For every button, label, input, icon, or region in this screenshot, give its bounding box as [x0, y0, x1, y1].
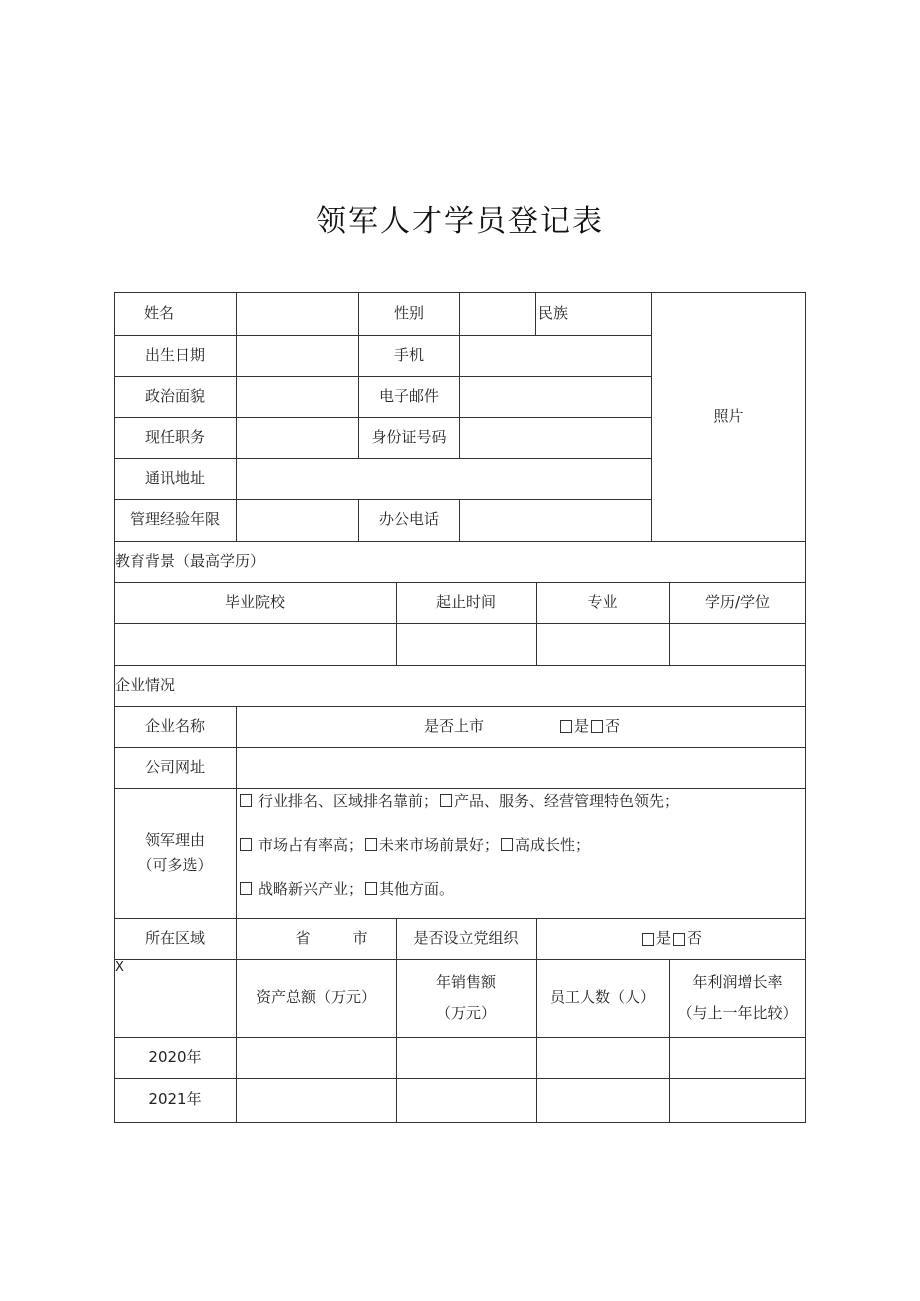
- label-profit-growth: 年利润增长率: [692, 972, 783, 991]
- corner-mark: X: [115, 960, 124, 975]
- management-years-field[interactable]: [237, 500, 358, 541]
- label-address: 通讯地址: [144, 468, 205, 487]
- id-number-field[interactable]: [460, 418, 651, 458]
- reason-ranking-label: 行业排名、区域排名靠前；: [258, 792, 439, 810]
- listed-yes-checkbox[interactable]: [560, 720, 572, 733]
- school-field[interactable]: [115, 624, 396, 665]
- sales-2020-field[interactable]: [397, 1038, 536, 1078]
- reason-other-checkbox[interactable]: [365, 882, 377, 895]
- employees-2021-field[interactable]: [537, 1079, 669, 1122]
- name-field[interactable]: [237, 293, 358, 335]
- party-no-label: 否: [687, 929, 703, 948]
- reason-strategic-label: 战略新兴产业；: [258, 880, 364, 898]
- label-assets: 资产总额（万元）: [255, 988, 376, 1007]
- reason-label-cell: [114, 788, 236, 918]
- label-profit-compare: （与上一年比较）: [677, 1004, 798, 1022]
- label-region: 所在区域: [144, 928, 205, 947]
- education-section-title: 教育背景（最高学历）: [115, 551, 266, 570]
- position-field[interactable]: [237, 418, 358, 458]
- party-yes-label: 是: [655, 929, 671, 948]
- label-party-org: 是否设立党组织: [413, 928, 519, 947]
- reason-product-checkbox[interactable]: [440, 794, 452, 807]
- period-field[interactable]: [397, 624, 536, 665]
- sales-2021-field[interactable]: [397, 1079, 536, 1122]
- photo-box[interactable]: 照片: [713, 407, 744, 426]
- reason-market-share-checkbox[interactable]: [240, 838, 252, 851]
- mobile-field[interactable]: [460, 336, 651, 376]
- address-field[interactable]: [237, 459, 651, 499]
- label-management-years: 管理经验年限: [129, 510, 220, 529]
- border-bottom: [114, 1122, 806, 1123]
- major-field[interactable]: [537, 624, 669, 665]
- company-section-title: 企业情况: [115, 675, 176, 694]
- degree-field[interactable]: [670, 624, 805, 665]
- reason-prospect-label: 未来市场前景好；: [379, 836, 500, 854]
- label-ethnicity: 民族: [538, 303, 569, 322]
- label-id-number: 身份证号码: [371, 427, 447, 446]
- label-listed: 是否上市: [423, 716, 484, 735]
- label-name: 姓名: [143, 303, 174, 322]
- listed-yes-label: 是: [574, 716, 590, 735]
- listed-options: [556, 706, 676, 747]
- sales-header-cell: [396, 959, 536, 1037]
- profit-2021-field[interactable]: [670, 1079, 805, 1122]
- label-province: 省: [295, 929, 311, 948]
- label-email: 电子邮件: [378, 386, 439, 405]
- reason-other-label: 其他方面。: [379, 880, 455, 898]
- label-school: 毕业院校: [224, 592, 285, 611]
- form-title: 领军人才学员登记表: [316, 204, 604, 239]
- reason-growth-label: 高成长性；: [515, 836, 591, 854]
- reason-market-share-label: 市场占有率高；: [258, 836, 364, 854]
- party-yes-checkbox[interactable]: [642, 933, 654, 946]
- email-field[interactable]: [460, 377, 651, 417]
- reason-strategic-checkbox[interactable]: [240, 882, 252, 895]
- label-employees: 员工人数（人）: [549, 988, 655, 1007]
- label-period: 起止时间: [435, 592, 496, 611]
- profit-2020-field[interactable]: [670, 1038, 805, 1078]
- reason-options: [238, 790, 798, 922]
- label-reason-sub: （可多选）: [137, 856, 213, 874]
- region-field[interactable]: [237, 919, 396, 959]
- reason-ranking-checkbox[interactable]: [240, 794, 252, 807]
- label-year-2020: 2020年: [148, 1047, 202, 1066]
- birth-date-field[interactable]: [237, 336, 358, 376]
- assets-2021-field[interactable]: [237, 1079, 396, 1122]
- office-phone-field[interactable]: [460, 500, 651, 541]
- label-position: 现任职务: [144, 427, 205, 446]
- label-city: 市: [352, 929, 368, 948]
- political-status-field[interactable]: [237, 377, 358, 417]
- label-reason: 领军理由: [144, 830, 205, 849]
- reason-prospect-checkbox[interactable]: [365, 838, 377, 851]
- reason-growth-checkbox[interactable]: [501, 838, 513, 851]
- listed-no-checkbox[interactable]: [591, 720, 603, 733]
- reason-product-label: 产品、服务、经营管理特色领先；: [454, 792, 680, 810]
- label-birth-date: 出生日期: [144, 345, 205, 364]
- employees-2020-field[interactable]: [537, 1038, 669, 1078]
- label-company-name: 企业名称: [144, 716, 205, 735]
- website-field[interactable]: [237, 748, 805, 788]
- label-website: 公司网址: [144, 757, 205, 776]
- label-gender: 性别: [393, 303, 424, 322]
- listed-no-label: 否: [605, 716, 621, 735]
- label-sales: 年销售额: [435, 972, 496, 991]
- company-name-field[interactable]: [237, 707, 805, 747]
- label-degree: 学历/学位: [704, 592, 771, 611]
- label-sales-unit: （万元）: [435, 1004, 496, 1022]
- assets-2020-field[interactable]: [237, 1038, 396, 1078]
- party-no-checkbox[interactable]: [673, 933, 685, 946]
- registration-form: [114, 292, 806, 1123]
- label-mobile: 手机: [393, 345, 424, 364]
- party-org-options: [537, 919, 805, 959]
- label-year-2021: 2021年: [148, 1090, 202, 1109]
- profit-header-cell: [669, 959, 806, 1037]
- label-political-status: 政治面貌: [144, 386, 205, 405]
- label-office-phone: 办公电话: [378, 510, 439, 529]
- label-major: 专业: [587, 592, 618, 611]
- gender-field[interactable]: [460, 293, 535, 335]
